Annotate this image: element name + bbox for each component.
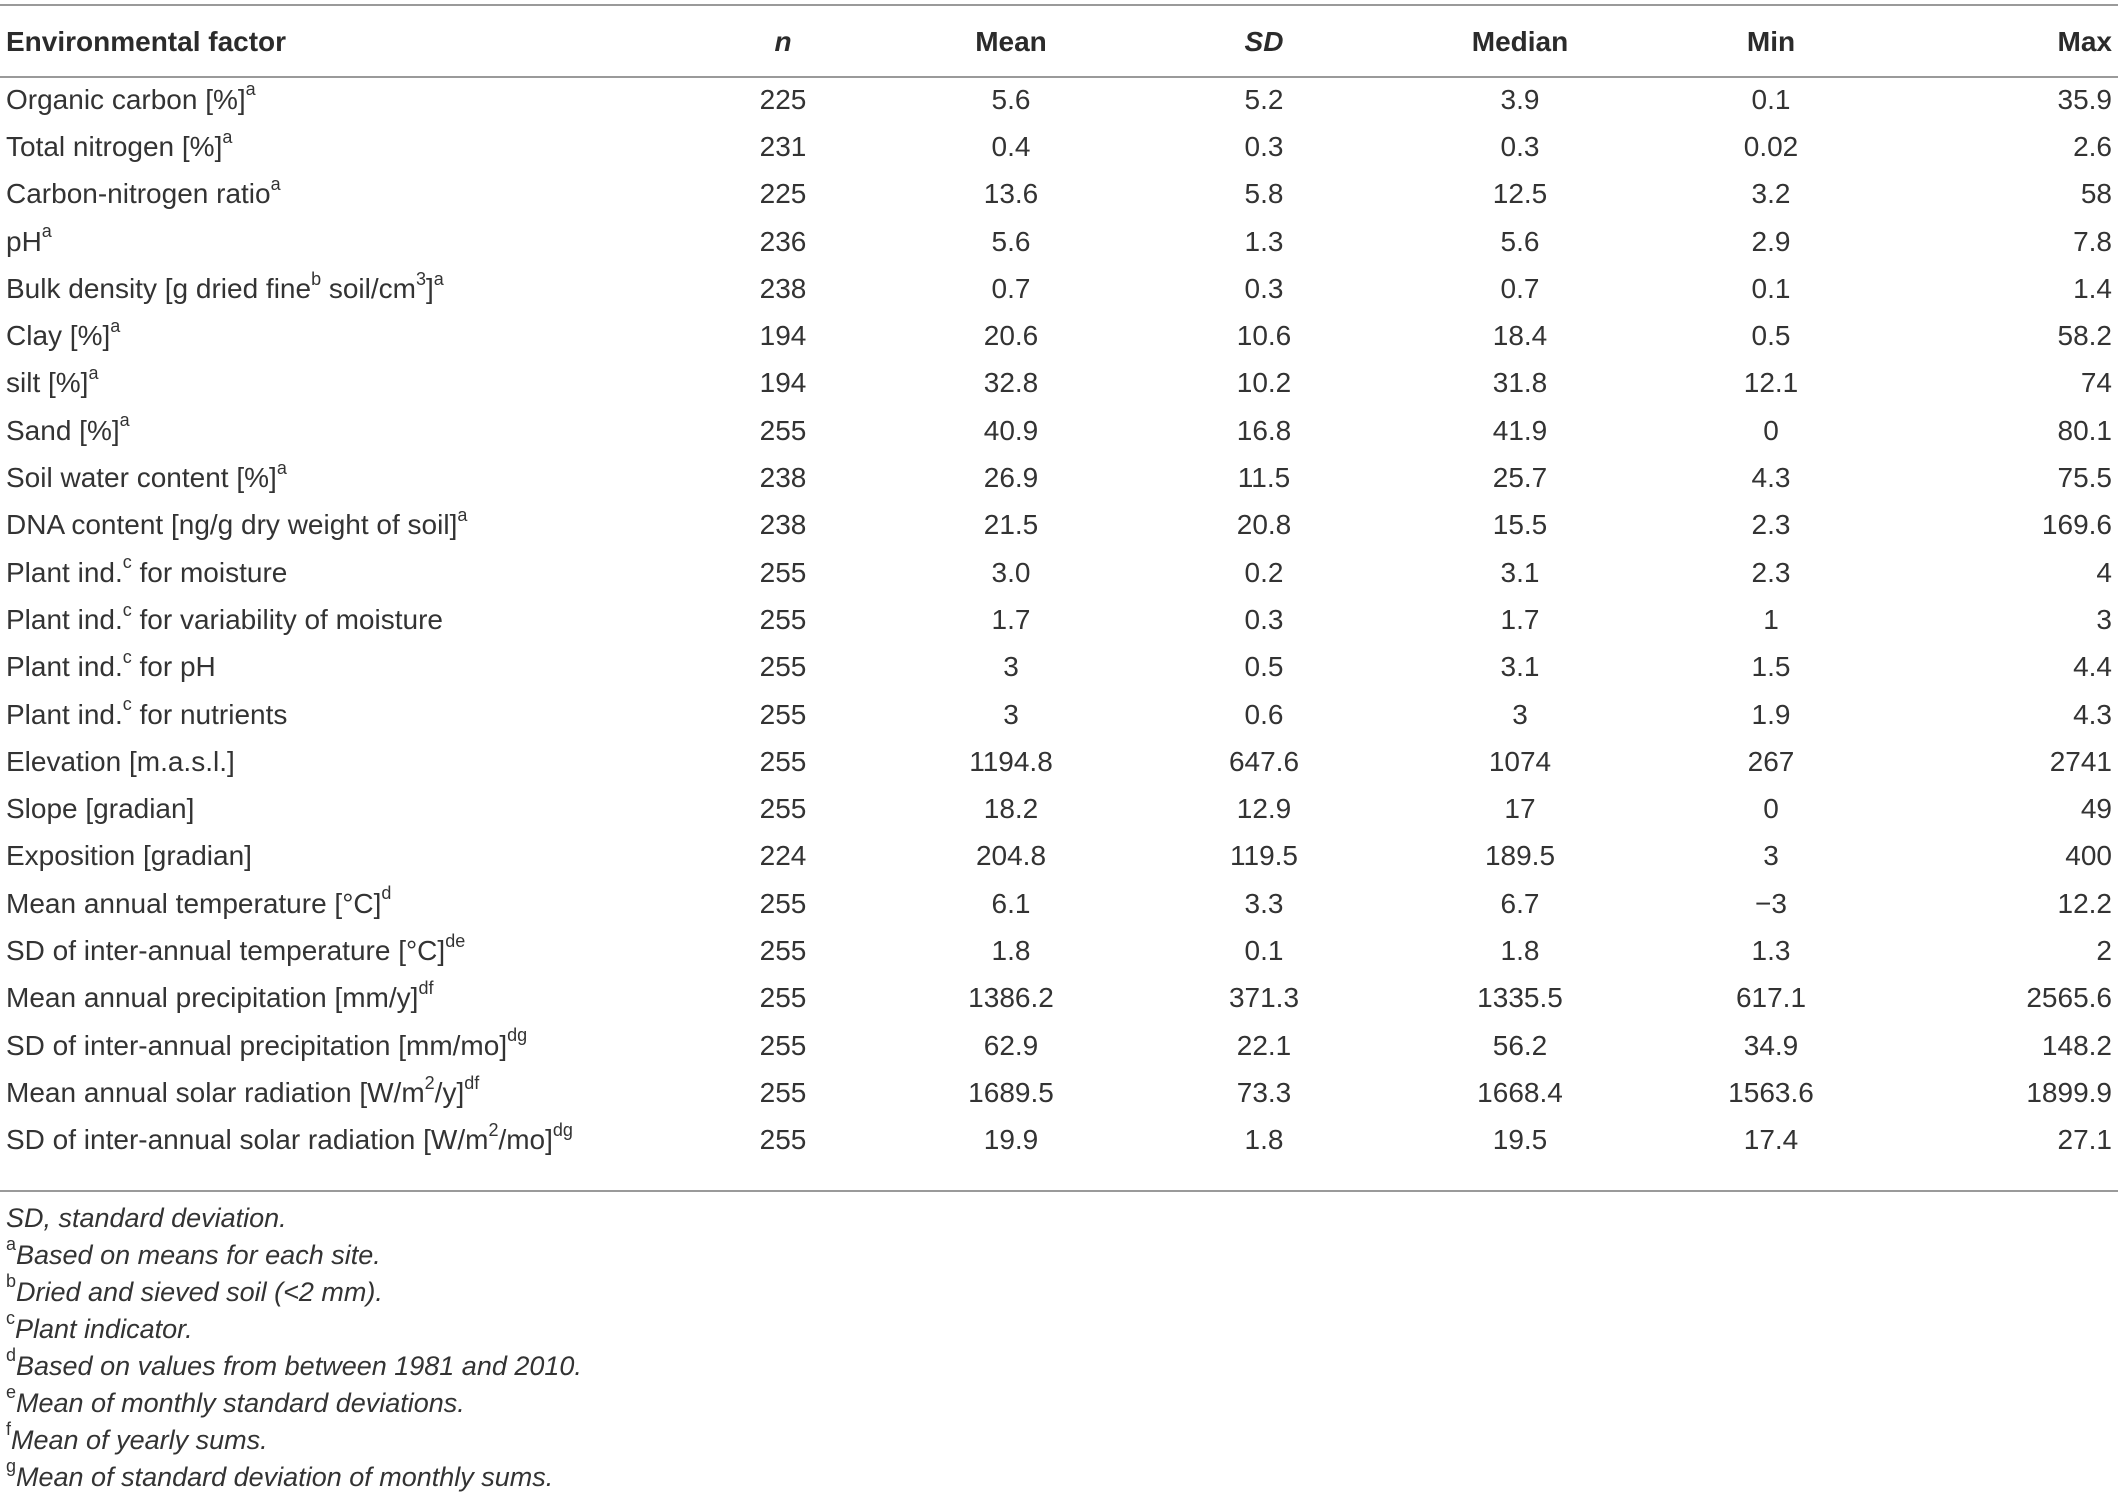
table-row xyxy=(0,502,2118,549)
cell-n: 194 xyxy=(759,367,807,399)
row-label-text: for variability of moisture xyxy=(131,603,443,635)
cell-min: 0.02 xyxy=(1743,130,1799,162)
cell-median: 1335.5 xyxy=(1477,982,1563,1014)
header-sd: SD xyxy=(1244,26,1284,57)
row-label-text: /mo] xyxy=(498,1124,553,1156)
row-label xyxy=(0,644,683,691)
cell-n: 255 xyxy=(759,556,807,588)
row-label-text: Carbon-nitrogen ratio xyxy=(6,178,271,210)
table-row xyxy=(0,454,2118,501)
cell-sd: 1.3 xyxy=(1244,225,1284,257)
cell-median: 0.3 xyxy=(1500,130,1540,162)
row-label xyxy=(0,454,683,501)
header-min: Min xyxy=(1746,26,1796,57)
header-max: Max xyxy=(2057,26,2112,57)
cell-max: 400 xyxy=(2065,840,2112,872)
row-label-text: Soil water content [%] xyxy=(6,462,277,494)
row-label-sup: a xyxy=(245,79,256,100)
cell-n: 255 xyxy=(759,698,807,730)
row-label xyxy=(0,1069,683,1116)
cell-median: 1668.4 xyxy=(1477,1076,1563,1108)
row-label-text: Total nitrogen [%] xyxy=(6,130,223,162)
row-label-text: SD of inter-annual solar radiation [W/m xyxy=(6,1124,489,1156)
cell-n: 194 xyxy=(759,320,807,352)
row-label xyxy=(0,218,683,265)
row-label-text: Slope [gradian] xyxy=(6,793,195,825)
row-label xyxy=(0,360,683,407)
cell-mean: 3 xyxy=(1003,651,1019,683)
header-median: Median xyxy=(1471,26,1569,57)
cell-median: 1074 xyxy=(1488,745,1552,777)
cell-sd: 73.3 xyxy=(1236,1076,1292,1108)
row-label-sup: a xyxy=(270,173,281,194)
cell-median: 3.1 xyxy=(1500,556,1540,588)
cell-n: 231 xyxy=(759,130,807,162)
table-row xyxy=(0,975,2118,1022)
table-row xyxy=(0,785,2118,832)
cell-mean: 3.0 xyxy=(991,556,1031,588)
cell-min: 1 xyxy=(1763,603,1779,635)
footnote-text: Mean of monthly standard deviations. xyxy=(16,1388,465,1418)
row-label xyxy=(0,312,683,359)
bottom-rule xyxy=(0,1190,2118,1192)
cell-mean: 3 xyxy=(1003,698,1019,730)
cell-median: 31.8 xyxy=(1492,367,1548,399)
footnote xyxy=(6,1271,582,1311)
row-label-text: Clay [%] xyxy=(6,320,111,352)
cell-median: 56.2 xyxy=(1492,1029,1548,1061)
cell-sd: 22.1 xyxy=(1236,1029,1292,1061)
cell-min: 0 xyxy=(1763,793,1779,825)
cell-median: 3.1 xyxy=(1500,651,1540,683)
row-label-sup: b xyxy=(311,268,322,289)
cell-sd: 20.8 xyxy=(1236,509,1292,541)
row-label xyxy=(0,785,683,832)
table-row xyxy=(0,171,2118,218)
row-label-sup: a xyxy=(276,457,287,478)
row-label xyxy=(0,502,683,549)
footnote xyxy=(6,1234,582,1274)
cell-sd: 0.6 xyxy=(1244,698,1284,730)
row-label-sup: c xyxy=(122,646,132,667)
cell-median: 15.5 xyxy=(1492,509,1548,541)
cell-min: 0.1 xyxy=(1751,83,1791,115)
row-label-sup: dg xyxy=(552,1119,573,1140)
row-label xyxy=(0,691,683,738)
cell-median: 0.7 xyxy=(1500,272,1540,304)
cell-n: 255 xyxy=(759,982,807,1014)
row-label-text: SD of inter-annual precipitation [mm/mo] xyxy=(6,1029,508,1061)
table-row xyxy=(0,360,2118,407)
footnote-marker: a xyxy=(6,1234,17,1254)
row-label-sup: a xyxy=(110,315,121,336)
cell-max: 12.2 xyxy=(2057,887,2112,919)
cell-mean: 18.2 xyxy=(983,793,1039,825)
footnote xyxy=(6,1308,582,1348)
footnote-marker: g xyxy=(6,1456,17,1476)
table-row xyxy=(0,265,2118,312)
row-label-text: silt [%] xyxy=(6,367,89,399)
cell-median: 5.6 xyxy=(1500,225,1540,257)
row-label-sup: df xyxy=(418,977,434,998)
cell-min: 0 xyxy=(1763,414,1779,446)
cell-median: 18.4 xyxy=(1492,320,1548,352)
row-label-sup: c xyxy=(122,694,132,715)
row-label-text: Bulk density [g dried fine xyxy=(6,272,312,304)
cell-n: 255 xyxy=(759,934,807,966)
row-label-text: Sand [%] xyxy=(6,414,120,446)
table-row xyxy=(0,76,2118,123)
cell-max: 2.6 xyxy=(2073,130,2112,162)
table-row xyxy=(0,1069,2118,1116)
footnote xyxy=(6,1419,582,1459)
cell-sd: 5.2 xyxy=(1244,83,1284,115)
table-row xyxy=(0,691,2118,738)
cell-n: 238 xyxy=(759,272,807,304)
cell-max: 4.4 xyxy=(2073,651,2112,683)
cell-sd: 0.3 xyxy=(1244,130,1284,162)
row-label xyxy=(0,927,683,974)
row-label-sup: a xyxy=(222,126,233,147)
cell-median: 3.9 xyxy=(1500,83,1540,115)
footnote-text: Mean of standard deviation of monthly sums. xyxy=(16,1462,554,1492)
cell-n: 255 xyxy=(759,414,807,446)
row-label-sup: c xyxy=(122,552,132,573)
row-label-sup: a xyxy=(119,410,130,431)
row-label-sup: a xyxy=(41,221,52,242)
row-label-sup: 3 xyxy=(415,268,426,289)
row-label xyxy=(0,738,683,785)
row-label xyxy=(0,407,683,454)
cell-min: 0.1 xyxy=(1751,272,1791,304)
row-label-text: SD of inter-annual temperature [°C] xyxy=(6,934,446,966)
cell-mean: 62.9 xyxy=(983,1029,1039,1061)
cell-sd: 5.8 xyxy=(1244,178,1284,210)
cell-max: 1899.9 xyxy=(2026,1076,2112,1108)
cell-sd: 0.3 xyxy=(1244,603,1284,635)
row-label-text: Organic carbon [%] xyxy=(6,83,246,115)
cell-mean: 20.6 xyxy=(983,320,1039,352)
row-label-text: pH xyxy=(6,225,42,257)
cell-n: 255 xyxy=(759,793,807,825)
cell-min: 0.5 xyxy=(1751,320,1791,352)
row-label-text: for pH xyxy=(131,651,216,683)
cell-min: 1.9 xyxy=(1751,698,1791,730)
row-label-text: /y] xyxy=(434,1076,465,1108)
footnote-marker: d xyxy=(6,1345,17,1365)
table-row xyxy=(0,644,2118,691)
footnote-marker: e xyxy=(6,1382,17,1402)
row-label xyxy=(0,833,683,880)
cell-min: 1563.6 xyxy=(1728,1076,1814,1108)
row-label-text: DNA content [ng/g dry weight of soil] xyxy=(6,509,458,541)
footnote-text: Based on values from between 1981 and 2010. xyxy=(16,1351,582,1381)
cell-n: 255 xyxy=(759,1124,807,1156)
row-label xyxy=(0,171,683,218)
cell-sd: 0.1 xyxy=(1244,934,1284,966)
row-label-text: Mean annual solar radiation [W/m xyxy=(6,1076,425,1108)
cell-sd: 647.6 xyxy=(1228,745,1300,777)
cell-n: 238 xyxy=(759,509,807,541)
table-row xyxy=(0,833,2118,880)
table-row xyxy=(0,1022,2118,1069)
cell-n: 225 xyxy=(759,178,807,210)
row-label-sup: 2 xyxy=(424,1072,435,1093)
cell-max: 49 xyxy=(2080,793,2112,825)
row-label-text: Mean annual precipitation [mm/y] xyxy=(6,982,419,1014)
row-label-sup: a xyxy=(457,504,468,525)
row-label-text: Plant ind. xyxy=(6,651,123,683)
table-row xyxy=(0,738,2118,785)
header-row xyxy=(0,8,2118,76)
cell-max: 7.8 xyxy=(2073,225,2112,257)
cell-mean: 21.5 xyxy=(983,509,1039,541)
row-label-sup: 2 xyxy=(488,1119,499,1140)
header-n: n xyxy=(774,26,792,57)
cell-median: 19.5 xyxy=(1492,1124,1548,1156)
cell-min: 1.5 xyxy=(1751,651,1791,683)
cell-n: 236 xyxy=(759,225,807,257)
row-label-sup: d xyxy=(381,883,392,904)
cell-mean: 1386.2 xyxy=(968,982,1054,1014)
table-row xyxy=(0,1117,2118,1164)
table-row xyxy=(0,123,2118,170)
cell-sd: 3.3 xyxy=(1244,887,1284,919)
cell-sd: 119.5 xyxy=(1230,840,1298,872)
cell-min: 2.3 xyxy=(1751,509,1791,541)
footnote-text: Dried and sieved soil (<2 mm). xyxy=(16,1277,383,1307)
row-label xyxy=(0,1117,683,1164)
cell-mean: 26.9 xyxy=(983,462,1039,494)
cell-mean: 5.6 xyxy=(991,225,1031,257)
cell-mean: 1.7 xyxy=(991,603,1031,635)
cell-n: 238 xyxy=(759,462,807,494)
cell-mean: 1689.5 xyxy=(968,1076,1054,1108)
footnote-text: SD, standard deviation. xyxy=(6,1203,287,1233)
table-row xyxy=(0,596,2118,643)
cell-sd: 10.2 xyxy=(1236,367,1292,399)
cell-min: 1.3 xyxy=(1751,934,1791,966)
cell-min: 617.1 xyxy=(1735,982,1807,1014)
cell-sd: 1.8 xyxy=(1244,1124,1284,1156)
cell-sd: 0.5 xyxy=(1244,651,1284,683)
footnote-marker: b xyxy=(6,1271,17,1291)
cell-max: 4 xyxy=(2096,556,2112,588)
row-label xyxy=(0,1022,683,1069)
footnote-text: Plant indicator. xyxy=(15,1314,193,1344)
cell-n: 255 xyxy=(759,651,807,683)
cell-median: 3 xyxy=(1512,698,1528,730)
cell-min: 12.1 xyxy=(1743,367,1799,399)
row-label xyxy=(0,596,683,643)
cell-max: 27.1 xyxy=(2057,1124,2112,1156)
cell-min: 2.3 xyxy=(1751,556,1791,588)
cell-sd: 12.9 xyxy=(1236,793,1292,825)
cell-median: 189.5 xyxy=(1484,840,1556,872)
cell-min: 2.9 xyxy=(1751,225,1791,257)
cell-median: 41.9 xyxy=(1492,414,1548,446)
cell-sd: 371.3 xyxy=(1228,982,1300,1014)
cell-n: 255 xyxy=(759,887,807,919)
environmental-factors-table xyxy=(0,8,2118,1164)
cell-mean: 13.6 xyxy=(983,178,1039,210)
header-mean: Mean xyxy=(975,26,1047,57)
row-label-text: ] xyxy=(426,272,434,304)
cell-min: −3 xyxy=(1755,887,1787,919)
footnote xyxy=(6,1382,582,1422)
table-row xyxy=(0,312,2118,359)
row-label xyxy=(0,880,683,927)
cell-mean: 5.6 xyxy=(991,83,1031,115)
cell-mean: 40.9 xyxy=(983,414,1039,446)
cell-n: 255 xyxy=(759,745,807,777)
footnote xyxy=(6,1456,582,1496)
row-label xyxy=(0,76,683,123)
row-label-sup: a xyxy=(433,268,444,289)
row-label-sup: dg xyxy=(507,1025,528,1046)
cell-min: 4.3 xyxy=(1751,462,1791,494)
top-rule xyxy=(0,4,2118,6)
cell-mean: 6.1 xyxy=(991,887,1031,919)
table-row xyxy=(0,549,2118,596)
row-label-text: Plant ind. xyxy=(6,603,123,635)
cell-sd: 10.6 xyxy=(1236,320,1292,352)
cell-n: 255 xyxy=(759,1029,807,1061)
footnote-marker: f xyxy=(6,1419,12,1439)
cell-n: 255 xyxy=(759,603,807,635)
row-label-text: Plant ind. xyxy=(6,698,123,730)
cell-mean: 1.8 xyxy=(991,934,1031,966)
cell-min: 34.9 xyxy=(1743,1029,1799,1061)
row-label-text: for moisture xyxy=(131,556,288,588)
cell-mean: 19.9 xyxy=(983,1124,1039,1156)
cell-sd: 0.3 xyxy=(1244,272,1284,304)
row-label-text: Exposition [gradian] xyxy=(6,840,252,872)
cell-mean: 1194.8 xyxy=(969,745,1053,777)
cell-mean: 0.7 xyxy=(991,272,1031,304)
row-label-sup: c xyxy=(122,599,132,620)
row-label-text: Elevation [m.a.s.l.] xyxy=(6,745,235,777)
cell-max: 3 xyxy=(2096,603,2112,635)
cell-n: 224 xyxy=(759,840,807,872)
cell-median: 1.8 xyxy=(1500,934,1540,966)
row-label-text: soil/cm xyxy=(321,272,416,304)
cell-max: 169.6 xyxy=(2041,509,2112,541)
cell-min: 3.2 xyxy=(1751,178,1791,210)
cell-min: 267 xyxy=(1747,745,1795,777)
row-label xyxy=(0,549,683,596)
cell-mean: 32.8 xyxy=(983,367,1039,399)
cell-min: 3 xyxy=(1763,840,1779,872)
cell-median: 17 xyxy=(1504,793,1536,825)
cell-median: 12.5 xyxy=(1492,178,1548,210)
cell-max: 58 xyxy=(2080,178,2112,210)
cell-mean: 204.8 xyxy=(975,840,1047,872)
footnote-text: Based on means for each site. xyxy=(16,1240,381,1270)
cell-max: 1.4 xyxy=(2073,272,2112,304)
cell-max: 74 xyxy=(2080,367,2112,399)
cell-min: 17.4 xyxy=(1743,1124,1799,1156)
table-row xyxy=(0,218,2118,265)
row-label-sup: a xyxy=(88,363,99,384)
row-label-text: Plant ind. xyxy=(6,556,123,588)
table-row xyxy=(0,407,2118,454)
footnotes xyxy=(6,1200,582,1496)
cell-median: 6.7 xyxy=(1500,887,1540,919)
footnote-text: Mean of yearly sums. xyxy=(11,1425,268,1455)
cell-n: 255 xyxy=(759,1076,807,1108)
cell-max: 2565.6 xyxy=(2026,982,2112,1014)
row-label xyxy=(0,265,683,312)
table-body xyxy=(0,76,2118,1164)
cell-max: 75.5 xyxy=(2057,462,2112,494)
row-label-text: for nutrients xyxy=(131,698,288,730)
cell-max: 35.9 xyxy=(2057,83,2112,115)
row-label xyxy=(0,975,683,1022)
cell-max: 2741 xyxy=(2049,745,2112,777)
cell-max: 148.2 xyxy=(2041,1029,2112,1061)
cell-max: 2 xyxy=(2096,934,2112,966)
footnote-marker: c xyxy=(6,1308,15,1328)
header-factor: Environmental factor xyxy=(6,26,287,57)
cell-median: 25.7 xyxy=(1492,462,1548,494)
row-label-sup: de xyxy=(445,930,466,951)
cell-sd: 0.2 xyxy=(1244,556,1284,588)
cell-n: 225 xyxy=(759,83,807,115)
cell-sd: 16.8 xyxy=(1236,414,1292,446)
table-row xyxy=(0,927,2118,974)
table-row xyxy=(0,880,2118,927)
cell-sd: 11.5 xyxy=(1237,462,1291,494)
row-label-text: Mean annual temperature [°C] xyxy=(6,887,382,919)
footnote xyxy=(6,1345,582,1385)
cell-max: 4.3 xyxy=(2073,698,2112,730)
cell-max: 58.2 xyxy=(2057,320,2112,352)
row-label-sup: df xyxy=(464,1072,480,1093)
footnote xyxy=(6,1200,582,1237)
cell-max: 80.1 xyxy=(2057,414,2112,446)
row-label xyxy=(0,123,683,170)
cell-mean: 0.4 xyxy=(991,130,1031,162)
cell-median: 1.7 xyxy=(1500,603,1540,635)
